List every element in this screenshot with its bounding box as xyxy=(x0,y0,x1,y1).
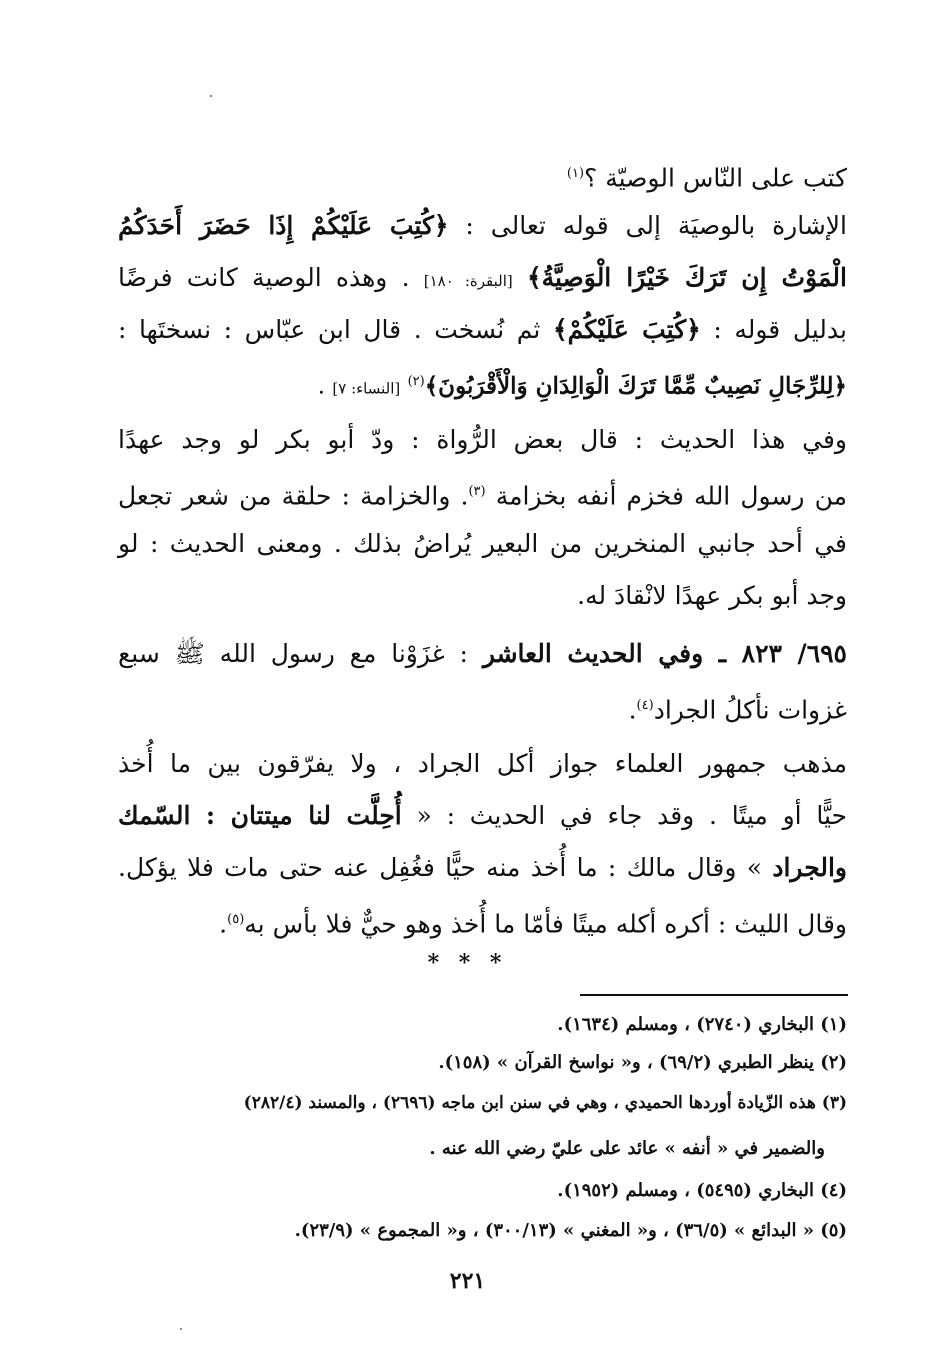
text-line: بدليل قوله : ﴿كُتِبَ عَلَيْكُمْ﴾ ثم نُسخت . قال ابن عبّاس : نسختَها : xyxy=(118,315,848,344)
section-separator: * * * xyxy=(427,950,508,976)
text-line: وقال الليث : أكره أكله ميتًا فأمّا ما أُخذ وهو حيٌّ فلا بأس به$^{(٥)}$. xyxy=(219,909,847,939)
text-line: وفي هذا الحديث : قال بعض الرُّواة : ودّ أبو بكر لو وجد عهدًا xyxy=(118,425,847,454)
text-line: مذهب جمهور العلماء جواز أكل الجراد ، ولا يفرّقون بين ما أُخذ xyxy=(118,749,847,778)
scan-speck xyxy=(180,1328,182,1330)
hadith-heading-line: ٦٩٥/ ٨٢٣ ـ وفي الحديث العاشر : غزَوْنا مع رسول الله ﷺ سبع xyxy=(118,639,847,668)
text-line: ﴿لِلرِّجَالِ نَصِيبٌ مِّمَّا تَرَكَ الْوَالِدَانِ وَالْأَقْرَبُونَ﴾$^{(٢)}$ [النساء: ٧] . xyxy=(317,372,847,400)
footnote: (٥) « البدائع » (٣٦/٥) ، و« المغني » (٣٠٠/١٣) ، و« المجموع » (٢٣/٩). xyxy=(294,1220,847,1241)
text-line: الْمَوْتُ إِن تَرَكَ خَيْرًا الْوَصِيَّةُ﴾ [البقرة: ١٨٠] . وهذه الوصية كانت فرضًا xyxy=(118,263,847,292)
text-line: حيًّا أو ميتًا . وقد جاء في الحديث : « أُحِلَّت لنا ميتتان : السّمك xyxy=(118,801,848,830)
text-line: والجراد » وقال مالك : ما أُخذ منه حيًّا فغُفِل عنه حتى مات فلا يؤكل. xyxy=(118,853,847,882)
text-line: الإشارة بالوصيَة إلى قوله تعالى : ﴿كُتِبَ عَلَيْكُمْ إِذَا حَضَرَ أَحَدَكُمُ xyxy=(118,211,848,240)
footnote: (٣) هذه الزّيادة أوردها الحميدي ، وهي في سنن ابن ماجه (٢٦٩٦) ، والمسند (٢٨٢/٤) xyxy=(243,1093,847,1113)
text-line: وجد أبو بكر عهدًا لانْقادَ له. xyxy=(577,581,847,610)
footnote: (١) البخاري (٢٧٤٠) ، ومسلم (١٦٣٤). xyxy=(557,1014,847,1035)
text-line: من رسول الله فخزم أنفه بخزامة $^{(٣)}$. والخزامة : حلقة من شعر تجعل xyxy=(118,481,848,511)
footnote-rule xyxy=(580,994,848,996)
page-number: ٢٢١ xyxy=(449,1268,486,1294)
footnote: (٤) البخاري (٥٤٩٥) ، ومسلم (١٩٥٢). xyxy=(557,1180,847,1201)
footnote-continuation: والضمير في « أنفه » عائد على عليّ رضي الله عنه . xyxy=(429,1138,825,1159)
text-line: كتب على النّاس الوصيّة ؟$^{(١)}$ xyxy=(566,163,847,193)
text-line: في أحد جانبي المنخرين من البعير يُراضُ بذلك . ومعنى الحديث : لو xyxy=(118,529,847,558)
text-line: غزوات نأكلُ الجراد$^{(٤)}$. xyxy=(628,695,847,725)
scan-speck xyxy=(210,95,212,97)
footnote: (٢) ينظر الطبري (٦٩/٢) ، و« نواسخ القرآن » (١٥٨). xyxy=(438,1052,847,1073)
